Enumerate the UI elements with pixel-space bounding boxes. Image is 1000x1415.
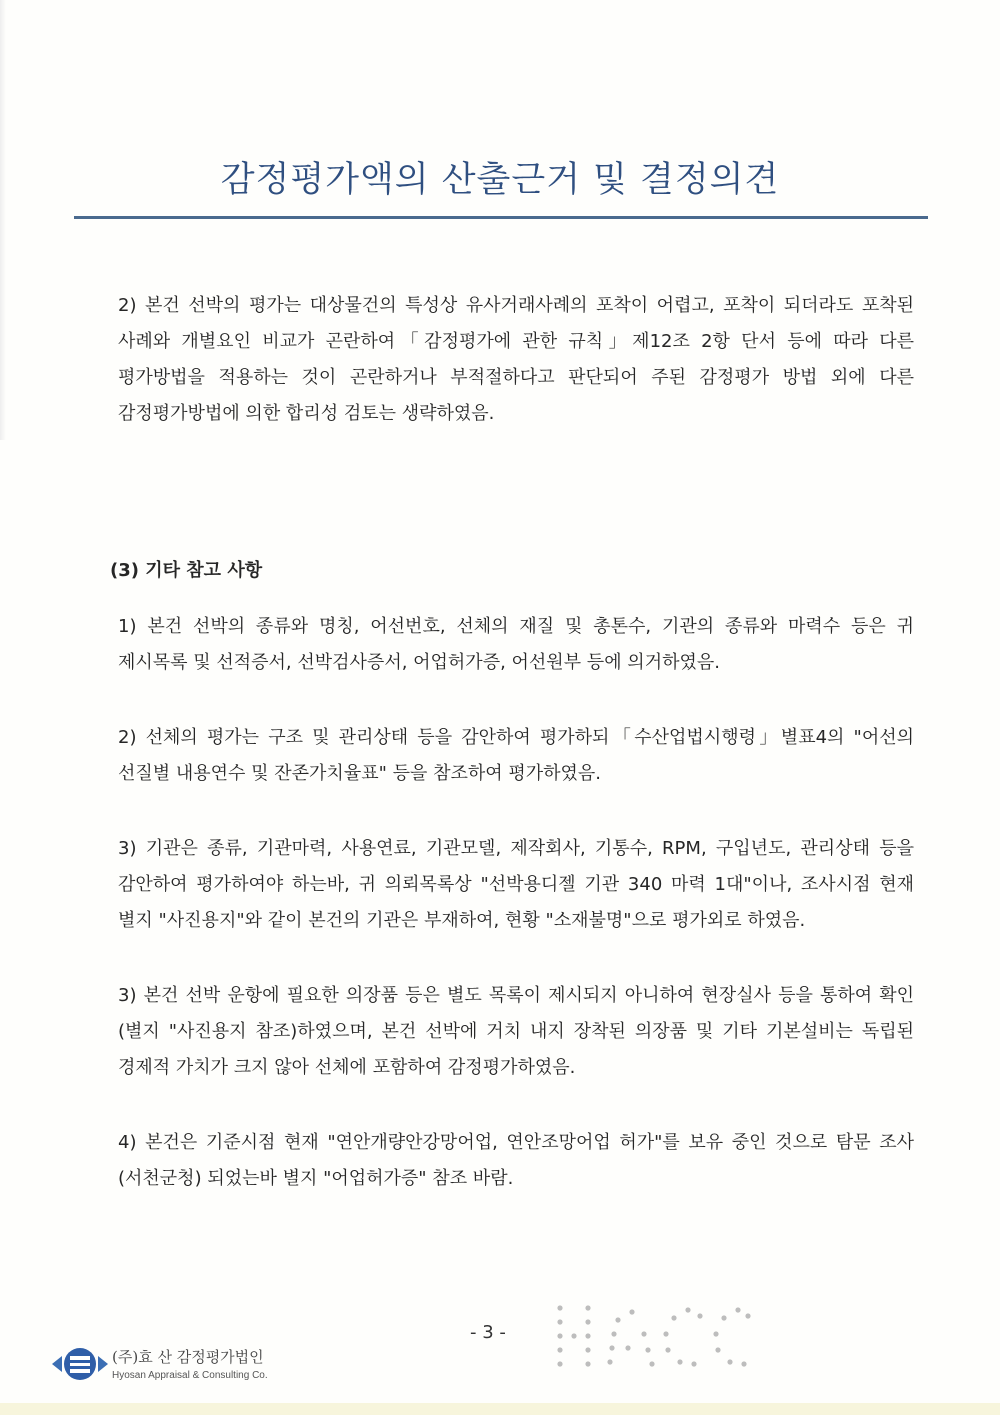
title-divider bbox=[74, 216, 928, 219]
scan-bottom-band bbox=[0, 1403, 1000, 1415]
page-title: 감정평가액의 산출근거 및 결정의견 bbox=[220, 160, 780, 200]
intro-paragraph: 2) 본건 선박의 평가는 대상물건의 특성상 유사거래사례의 포착이 어렵고, 포착이 되더라도 포착된 사례와 개별요인 비교가 곤란하여「감정평가에 관한 규칙」제12조 2항 단서 등에 따라 다른 평가방법을 적용하는 것이 곤란하거나 부적절하다고 판단되어 주된 감정평가 방법 외에 다른 감정평가방법에 의한 합리성 검토는 생략하였음. bbox=[118, 295, 914, 424]
list-item: 3) 기관은 종류, 기관마력, 사용연료, 기관모델, 제작회사, 기통수, RPM, 구입년도, 관리상태 등을 감안하여 평가하여야 하는바, 귀 의뢰목록상 "선박용디젤 기관 340 마력 1대"이나, 조사시점 현재 별지 "사진용지"와 같이 본건의 기관은 부재하여, 현황 "소재불명"으로 평가외로 하였음. bbox=[118, 838, 914, 931]
company-name-en: Hyosan Appraisal & Consulting Co. bbox=[112, 1370, 268, 1381]
page-number: - 3 - bbox=[470, 1322, 506, 1343]
scan-edge bbox=[0, 0, 6, 440]
company-name-kr: (주)효 산 감정평가법인 bbox=[112, 1348, 264, 1366]
list-item: 1) 본건 선박의 종류와 명칭, 어선번호, 선체의 재질 및 총톤수, 기관의 종류와 마력수 등은 귀 제시목록 및 선적증서, 선박검사증서, 어업허가증, 어선원부 등에 의거하였음. bbox=[118, 616, 914, 673]
section-heading: (3) 기타 참고 사항 bbox=[110, 560, 263, 581]
list-item: 2) 선체의 평가는 구조 및 관리상태 등을 감안하여 평가하되「수산업법시행령」별표4의 "어선의 선질별 내용연수 및 잔존가치율표" 등을 참조하여 평가하였음. bbox=[118, 727, 914, 784]
dotted-watermark-icon bbox=[548, 1300, 758, 1380]
list-item: 4) 본건은 기준시점 현재 "연안개량안강망어업, 연안조망어업 허가"를 보유 중인 것으로 탐문 조사(서천군청) 되었는바 별지 "어업허가증" 참조 바람. bbox=[118, 1132, 914, 1189]
hyosan-logo-icon bbox=[50, 1342, 110, 1388]
list-item: 3) 본건 선박 운항에 필요한 의장품 등은 별도 목록이 제시되지 아니하여 현장실사 등을 통하여 확인(별지 "사진용지 참조)하였으며, 본건 선박에 거치 내지 장착된 의장품 및 기타 기본설비는 독립된 경제적 가치가 크지 않아 선체에 포함하여 감정평가하였음. bbox=[118, 985, 914, 1078]
